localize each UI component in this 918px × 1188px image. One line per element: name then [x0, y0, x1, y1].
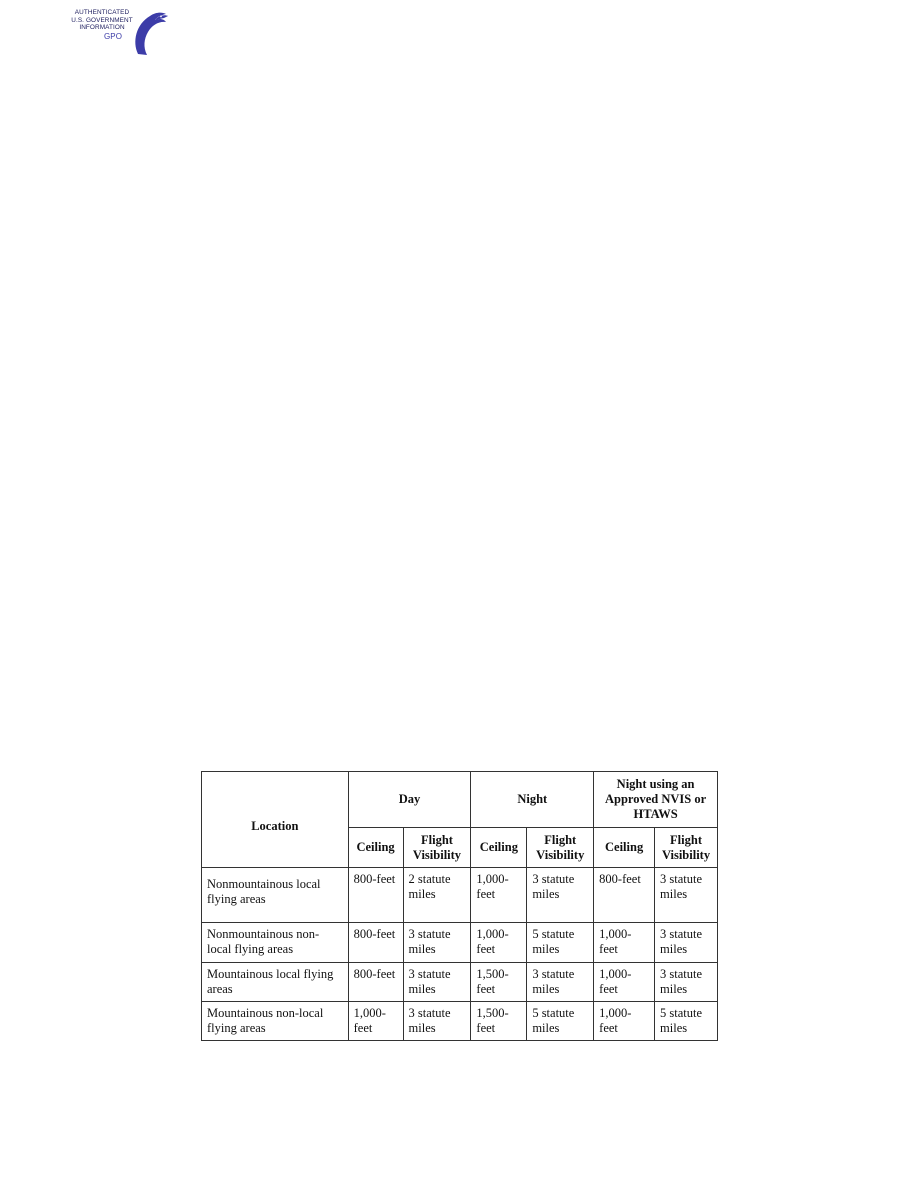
- cell-day-visibility: 3 statute miles: [403, 1002, 471, 1041]
- cell-night-visibility: 5 statute miles: [527, 1002, 594, 1041]
- table-header-row-1: [202, 772, 718, 828]
- cell-location: Nonmountainous non-local flying areas: [202, 923, 349, 963]
- table-row: [202, 923, 718, 963]
- cell-day-visibility: 3 statute miles: [403, 963, 471, 1002]
- cell-day-ceiling: 800-feet: [348, 923, 403, 963]
- header-night-visibility: Flight Visibility: [527, 828, 594, 868]
- cell-day-ceiling: 800-feet: [348, 963, 403, 1002]
- weather-minimums-table: [201, 771, 718, 1041]
- cell-nvis-visibility: 3 statute miles: [655, 868, 718, 923]
- table-row: [202, 868, 718, 923]
- cell-nvis-ceiling: 800-feet: [594, 868, 655, 923]
- cell-nvis-ceiling: 1,000-feet: [594, 1002, 655, 1041]
- cell-location: Mountainous local flying areas: [202, 963, 349, 1002]
- gpo-authentication-logo: [66, 6, 170, 56]
- cell-day-visibility: 3 statute miles: [403, 923, 471, 963]
- header-nvis-ceiling: Ceiling: [594, 828, 655, 868]
- header-day: Day: [348, 772, 471, 828]
- cell-night-ceiling: 1,500-feet: [471, 963, 527, 1002]
- header-night-nvis: Night using an Approved NVIS or HTAWS: [594, 772, 718, 828]
- cell-day-ceiling: 800-feet: [348, 868, 403, 923]
- cell-location: Nonmountainous local flying areas: [202, 868, 349, 923]
- cell-nvis-ceiling: 1,000-feet: [594, 963, 655, 1002]
- cell-night-ceiling: 1,500-feet: [471, 1002, 527, 1041]
- header-night: Night: [471, 772, 594, 828]
- cell-night-visibility: 3 statute miles: [527, 868, 594, 923]
- cell-nvis-visibility: 3 statute miles: [655, 963, 718, 1002]
- gpo-logo-line3: INFORMATION: [79, 24, 125, 32]
- header-day-ceiling: Ceiling: [348, 828, 403, 868]
- cell-location: Mountainous non-local flying areas: [202, 1002, 349, 1041]
- gpo-logo-mark: GPO: [103, 31, 123, 41]
- header-day-visibility: Flight Visibility: [403, 828, 471, 868]
- table-row: [202, 963, 718, 1002]
- cell-nvis-ceiling: 1,000-feet: [594, 923, 655, 963]
- cell-day-visibility: 2 statute miles: [403, 868, 471, 923]
- gpo-logo-line2: U.S. GOVERNMENT: [71, 16, 133, 24]
- table-row: [202, 1002, 718, 1041]
- eagle-icon: [128, 6, 170, 56]
- cell-day-ceiling: 1,000-feet: [348, 1002, 403, 1041]
- gpo-logo-line1: AUTHENTICATED: [74, 9, 130, 16]
- header-night-ceiling: Ceiling: [471, 828, 527, 868]
- cell-night-visibility: 5 statute miles: [527, 923, 594, 963]
- header-location: Location: [202, 772, 349, 868]
- cell-night-ceiling: 1,000-feet: [471, 923, 527, 963]
- cell-night-visibility: 3 statute miles: [527, 963, 594, 1002]
- cell-night-ceiling: 1,000-feet: [471, 868, 527, 923]
- cell-nvis-visibility: 3 statute miles: [655, 923, 718, 963]
- cell-nvis-visibility: 5 statute miles: [655, 1002, 718, 1041]
- header-nvis-visibility: Flight Visibility: [655, 828, 718, 868]
